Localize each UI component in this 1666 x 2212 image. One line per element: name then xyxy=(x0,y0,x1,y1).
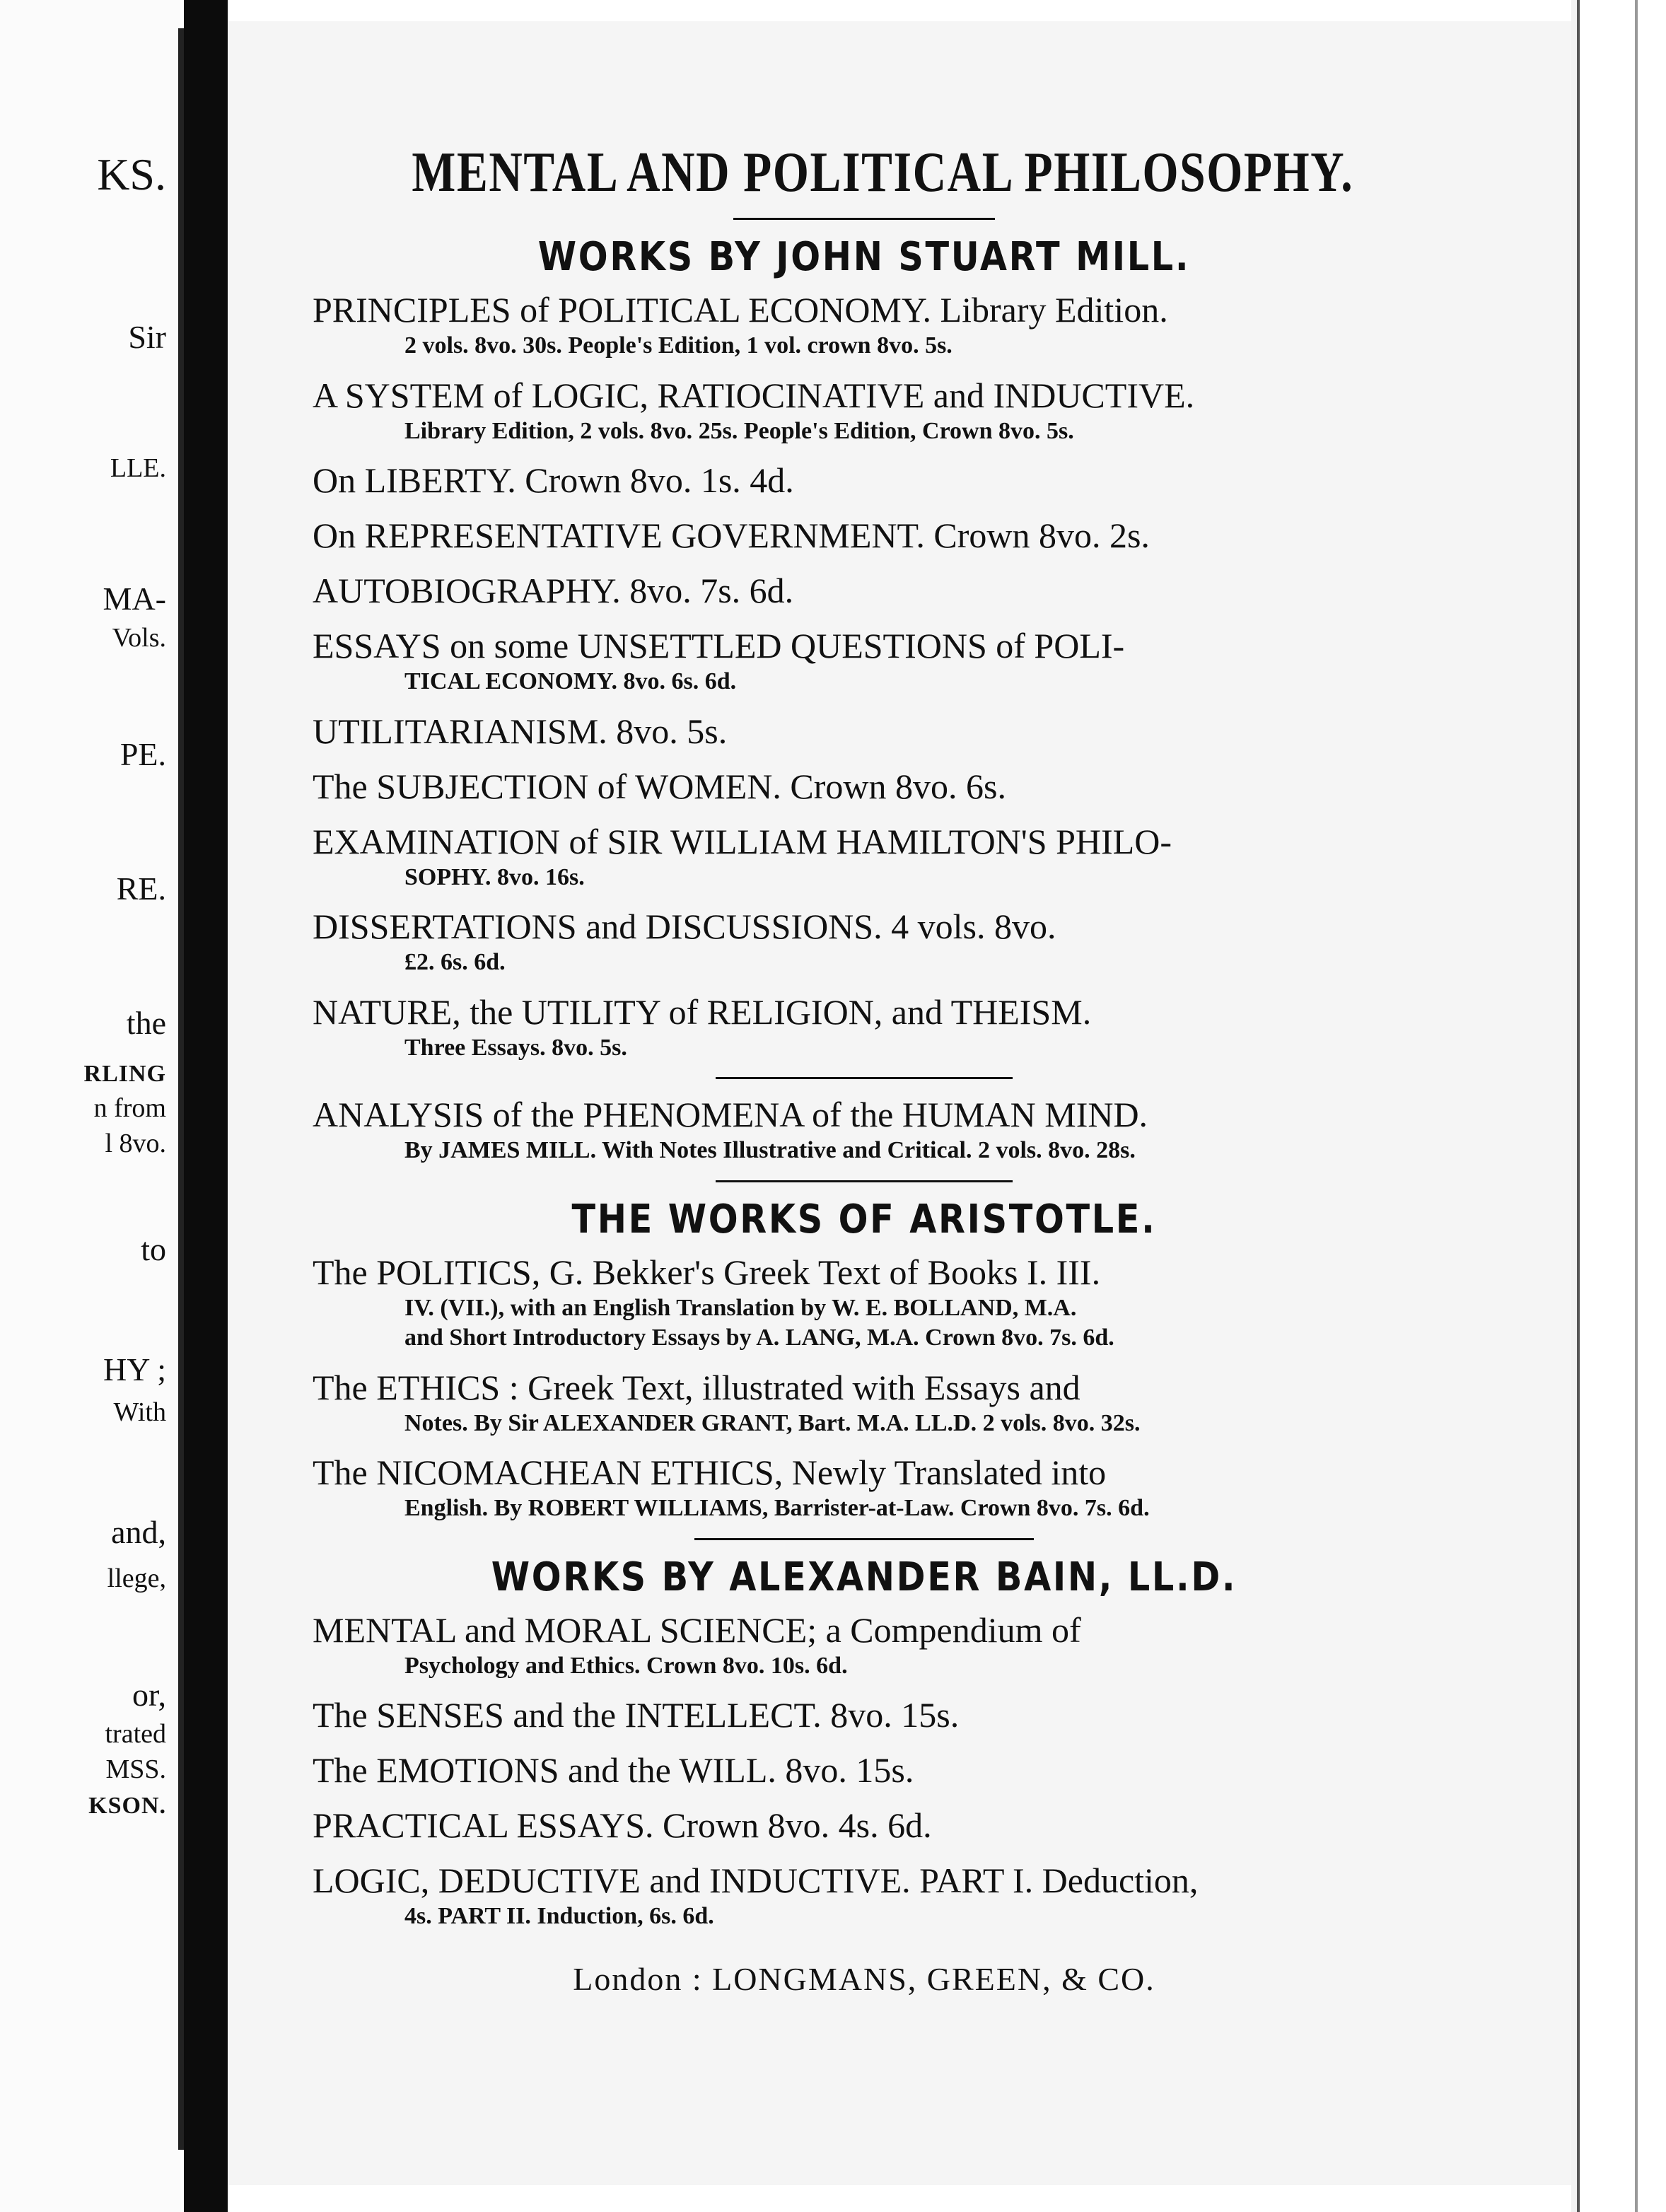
book-details: English. By ROBERT WILLIAMS, Barrister-at-Law. Crown 8vo. 7s. 6d. xyxy=(404,1495,1150,1521)
book-entry xyxy=(313,1093,1416,1166)
facing-page-fragment: MSS. xyxy=(105,1754,166,1784)
page-title: MENTAL AND POLITICAL PHILOSOPHY. xyxy=(412,141,1354,204)
book-title: The SUBJECTION of WOMEN. Crown 8vo. 6s. xyxy=(313,766,1006,806)
book-title: PRINCIPLES of POLITICAL ECONOMY. Library Edition. xyxy=(313,290,1168,330)
book-entry xyxy=(313,991,1416,1064)
book-title: AUTOBIOGRAPHY. 8vo. 7s. 6d. xyxy=(313,571,794,610)
book-entry xyxy=(313,1609,1416,1682)
book-title: The NICOMACHEAN ETHICS, Newly Translated into xyxy=(313,1453,1107,1492)
facing-page-fragment: LLE. xyxy=(110,453,166,483)
book-title: A SYSTEM of LOGIC, RATIOCINATIVE and INDUCTIVE. xyxy=(313,375,1195,415)
section-title: THE WORKS OF ARISTOTLE. xyxy=(571,1196,1157,1242)
book-entry xyxy=(313,1451,1416,1524)
facing-page-fragment: trated xyxy=(105,1719,166,1749)
facing-page-fragment: Vols. xyxy=(112,623,166,653)
book-entry xyxy=(313,765,1416,808)
book-title: On REPRESENTATIVE GOVERNMENT. Crown 8vo. 2s. xyxy=(313,516,1150,555)
book-entry xyxy=(313,1804,1416,1846)
book-entry xyxy=(313,289,1416,361)
book-title: The POLITICS, G. Bekker's Greek Text of Books I. III. xyxy=(313,1252,1101,1292)
book-entry xyxy=(313,514,1416,557)
book-entry xyxy=(313,1694,1416,1736)
section-rule xyxy=(716,1077,1013,1079)
book-entry xyxy=(313,459,1416,501)
book-entry xyxy=(313,1859,1416,1932)
facing-page-fragment: to xyxy=(141,1231,166,1267)
facing-page-fragment: RLING xyxy=(83,1061,166,1087)
book-details: £2. 6s. 6d. xyxy=(404,949,506,975)
book-title: The EMOTIONS and the WILL. 8vo. 15s. xyxy=(313,1750,914,1790)
book-entry xyxy=(313,1251,1416,1354)
book-details: SOPHY. 8vo. 16s. xyxy=(404,863,585,890)
book-details: Notes. By Sir ALEXANDER GRANT, Bart. M.A. LL.D. 2 vols. 8vo. 32s. xyxy=(404,1409,1141,1436)
book-entry xyxy=(313,1366,1416,1439)
publisher-imprint: London : LONGMANS, GREEN, & CO. xyxy=(573,1960,1155,1997)
right-page-edge xyxy=(1571,0,1666,2212)
book-title: LOGIC, DEDUCTIVE and INDUCTIVE. PART I. Deduction, xyxy=(313,1861,1199,1900)
title-rule xyxy=(733,218,995,220)
book-title: EXAMINATION of SIR WILLIAM HAMILTON'S PHILO- xyxy=(313,821,1172,861)
book-title: PRACTICAL ESSAYS. Crown 8vo. 4s. 6d. xyxy=(313,1805,932,1845)
section xyxy=(313,1093,1416,1166)
facing-page-fragment: HY ; xyxy=(103,1351,166,1387)
facing-page-fragment: PE. xyxy=(120,736,166,772)
facing-page-fragment: Sir xyxy=(128,319,166,355)
book-entry xyxy=(313,710,1416,752)
book-entry xyxy=(313,820,1416,893)
section-title: WORKS BY JOHN STUART MILL. xyxy=(537,234,1191,280)
section-rule xyxy=(694,1538,1034,1540)
book-gutter xyxy=(184,0,228,2212)
book-details: By JAMES MILL. With Notes Illustrative and Critical. 2 vols. 8vo. 28s. xyxy=(404,1137,1136,1163)
sections xyxy=(313,234,1416,1932)
facing-page-fragment: KS. xyxy=(97,149,166,199)
facing-page-fragment: With xyxy=(113,1397,166,1427)
book-entry xyxy=(313,905,1416,978)
facing-page-edge xyxy=(0,0,180,2212)
book-title: DISSERTATIONS and DISCUSSIONS. 4 vols. 8vo. xyxy=(313,907,1056,946)
book-details: TICAL ECONOMY. 8vo. 6s. 6d. xyxy=(404,668,737,694)
book-title: UTILITARIANISM. 8vo. 5s. xyxy=(313,711,728,751)
book-title: The SENSES and the INTELLECT. 8vo. 15s. xyxy=(313,1695,960,1735)
section xyxy=(313,234,1416,1063)
facing-page-fragment: the xyxy=(126,1005,166,1041)
facing-page-fragment: and, xyxy=(111,1514,166,1550)
book-entry xyxy=(313,569,1416,612)
page-content xyxy=(313,141,1416,1998)
book-title: The ETHICS : Greek Text, illustrated with Essays and xyxy=(313,1367,1080,1407)
book-details: 4s. PART II. Induction, 6s. 6d. xyxy=(404,1903,714,1929)
book-title: NATURE, the UTILITY of RELIGION, and THEISM. xyxy=(313,991,1092,1032)
gutter-line xyxy=(178,28,184,2150)
facing-page-fragment: or, xyxy=(132,1677,166,1713)
section-title: WORKS BY ALEXANDER BAIN, LL.D. xyxy=(491,1554,1237,1600)
section-rule xyxy=(716,1180,1013,1182)
section xyxy=(313,1197,1416,1524)
book-details: Three Essays. 8vo. 5s. xyxy=(404,1034,627,1061)
book-details: Library Edition, 2 vols. 8vo. 25s. People's Edition, Crown 8vo. 5s. xyxy=(404,417,1074,444)
book-title: On LIBERTY. Crown 8vo. 1s. 4d. xyxy=(313,460,794,500)
section xyxy=(313,1554,1416,1932)
facing-page-fragment: MA- xyxy=(103,581,166,617)
book-title: MENTAL and MORAL SCIENCE; a Compendium of xyxy=(313,1609,1081,1650)
facing-page-fragment: l 8vo. xyxy=(105,1129,166,1158)
book-details: 2 vols. 8vo. 30s. People's Edition, 1 vol. crown 8vo. 5s. xyxy=(404,332,953,359)
facing-page-fragment: KSON. xyxy=(88,1793,166,1819)
facing-page-fragment: n from xyxy=(93,1093,166,1123)
advertisement-page xyxy=(228,21,1571,2185)
book-title: ANALYSIS of the PHENOMENA of the HUMAN MIND. xyxy=(313,1095,1148,1134)
book-title: ESSAYS on some UNSETTLED QUESTIONS of POLI- xyxy=(313,626,1125,665)
book-entry xyxy=(313,1749,1416,1791)
book-details: IV. (VII.), with an English Translation by W. E. BOLLAND, M.A. xyxy=(404,1294,1077,1321)
book-details: Psychology and Ethics. Crown 8vo. 10s. 6d. xyxy=(404,1652,848,1679)
book-entry xyxy=(313,374,1416,447)
book-entry xyxy=(313,624,1416,697)
book-details: and Short Introductory Essays by A. LANG, M.A. Crown 8vo. 7s. 6d. xyxy=(404,1325,1114,1351)
facing-page-fragment: RE. xyxy=(116,871,166,907)
facing-page-fragment: llege, xyxy=(107,1564,166,1593)
